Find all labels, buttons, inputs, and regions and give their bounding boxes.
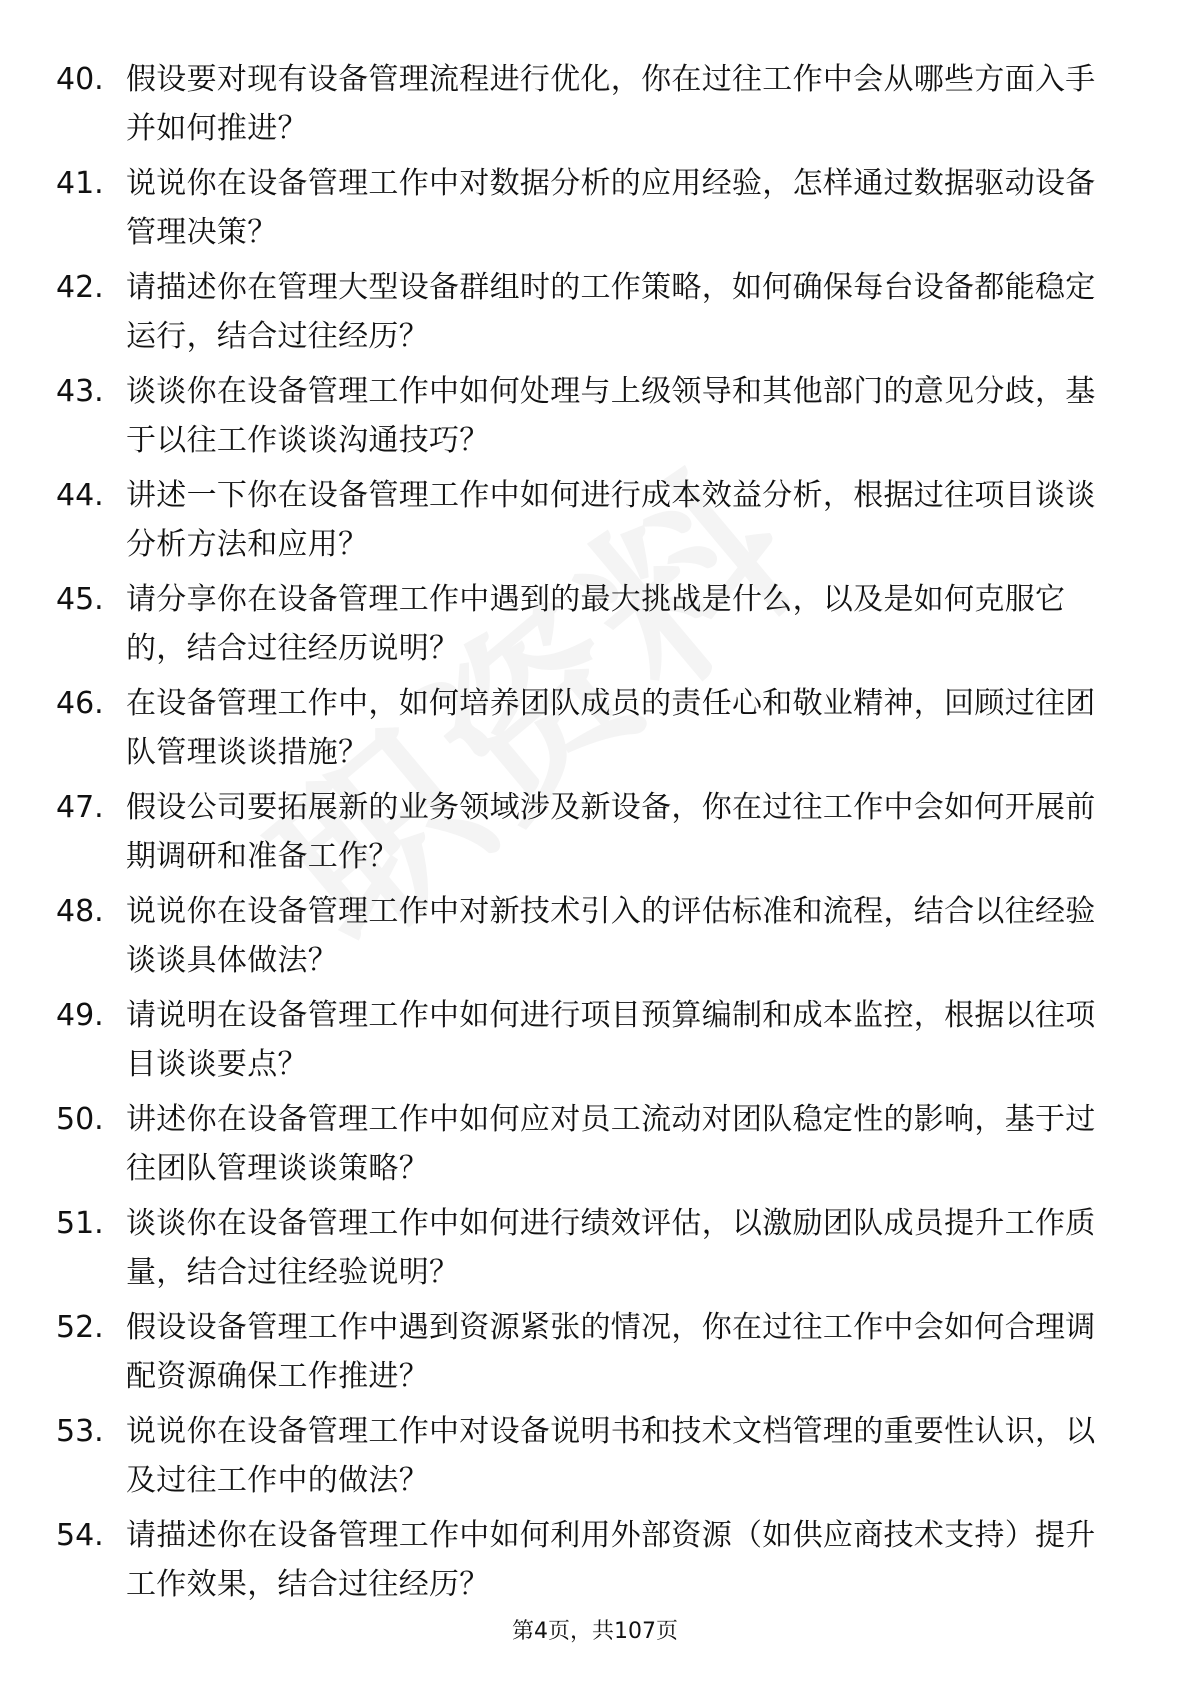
- list-item: [56, 887, 1106, 991]
- question-number: 48.: [56, 894, 104, 929]
- question-text: 请描述你在设备管理工作中如何利用外部资源（如供应商技术支持）提升工作效果，结合过往经历？: [126, 1518, 1096, 1602]
- question-number: 43.: [56, 374, 104, 409]
- question-number: 50.: [56, 1102, 104, 1137]
- list-item: [56, 471, 1106, 575]
- list-item: [56, 1407, 1106, 1511]
- list-item: [56, 575, 1106, 679]
- question-text: 请说明在设备管理工作中如何进行项目预算编制和成本监控，根据以往项目谈谈要点？: [126, 998, 1096, 1082]
- list-item: [56, 991, 1106, 1095]
- list-item: [56, 367, 1106, 471]
- question-text: 讲述一下你在设备管理工作中如何进行成本效益分析，根据过往项目谈谈分析方法和应用？: [126, 478, 1096, 562]
- question-number: 54.: [56, 1518, 104, 1553]
- question-number: 41.: [56, 166, 104, 201]
- page-footer: 第4页，共107页: [512, 1619, 678, 1644]
- question-text: 假设公司要拓展新的业务领域涉及新设备，你在过往工作中会如何开展前期调研和准备工作？: [126, 790, 1096, 874]
- question-text: 请描述你在管理大型设备群组时的工作策略，如何确保每台设备都能稳定运行，结合过往经历？: [126, 270, 1096, 354]
- list-item: [56, 783, 1106, 887]
- list-item: [56, 1095, 1106, 1199]
- list-item: [56, 1303, 1106, 1407]
- question-number: 46.: [56, 686, 104, 721]
- question-text: 请分享你在设备管理工作中遇到的最大挑战是什么，以及是如何克服它的，结合过往经历说明？: [126, 582, 1066, 666]
- question-number: 47.: [56, 790, 104, 825]
- question-text: 说说你在设备管理工作中对新技术引入的评估标准和流程，结合以往经验谈谈具体做法？: [126, 894, 1096, 978]
- question-text: 说说你在设备管理工作中对设备说明书和技术文档管理的重要性认识，以及过往工作中的做法？: [126, 1414, 1096, 1498]
- question-number: 53.: [56, 1414, 104, 1449]
- question-number: 52.: [56, 1310, 104, 1345]
- question-text: 谈谈你在设备管理工作中如何进行绩效评估，以激励团队成员提升工作质量，结合过往经验说明？: [126, 1206, 1096, 1290]
- question-text: 讲述你在设备管理工作中如何应对员工流动对团队稳定性的影响，基于过往团队管理谈谈策略？: [126, 1102, 1096, 1186]
- question-number: 45.: [56, 582, 104, 617]
- question-list: [56, 55, 1106, 1615]
- question-number: 49.: [56, 998, 104, 1033]
- list-item: [56, 679, 1106, 783]
- list-item: [56, 1199, 1106, 1303]
- question-number: 40.: [56, 62, 104, 97]
- question-text: 谈谈你在设备管理工作中如何处理与上级领导和其他部门的意见分歧，基于以往工作谈谈沟通技巧？: [126, 374, 1096, 458]
- question-text: 说说你在设备管理工作中对数据分析的应用经验，怎样通过数据驱动设备管理决策？: [126, 166, 1096, 250]
- list-item: [56, 1511, 1106, 1615]
- question-text: 假设设备管理工作中遇到资源紧张的情况，你在过往工作中会如何合理调配资源确保工作推进？: [126, 1310, 1096, 1394]
- question-number: 51.: [56, 1206, 104, 1241]
- question-number: 42.: [56, 270, 104, 305]
- question-number: 44.: [56, 478, 104, 513]
- question-text: 假设要对现有设备管理流程进行优化，你在过往工作中会从哪些方面入手并如何推进？: [126, 62, 1096, 146]
- list-item: [56, 55, 1106, 159]
- list-item: [56, 263, 1106, 367]
- question-text: 在设备管理工作中，如何培养团队成员的责任心和敬业精神，回顾过往团队管理谈谈措施？: [126, 686, 1096, 770]
- list-item: [56, 159, 1106, 263]
